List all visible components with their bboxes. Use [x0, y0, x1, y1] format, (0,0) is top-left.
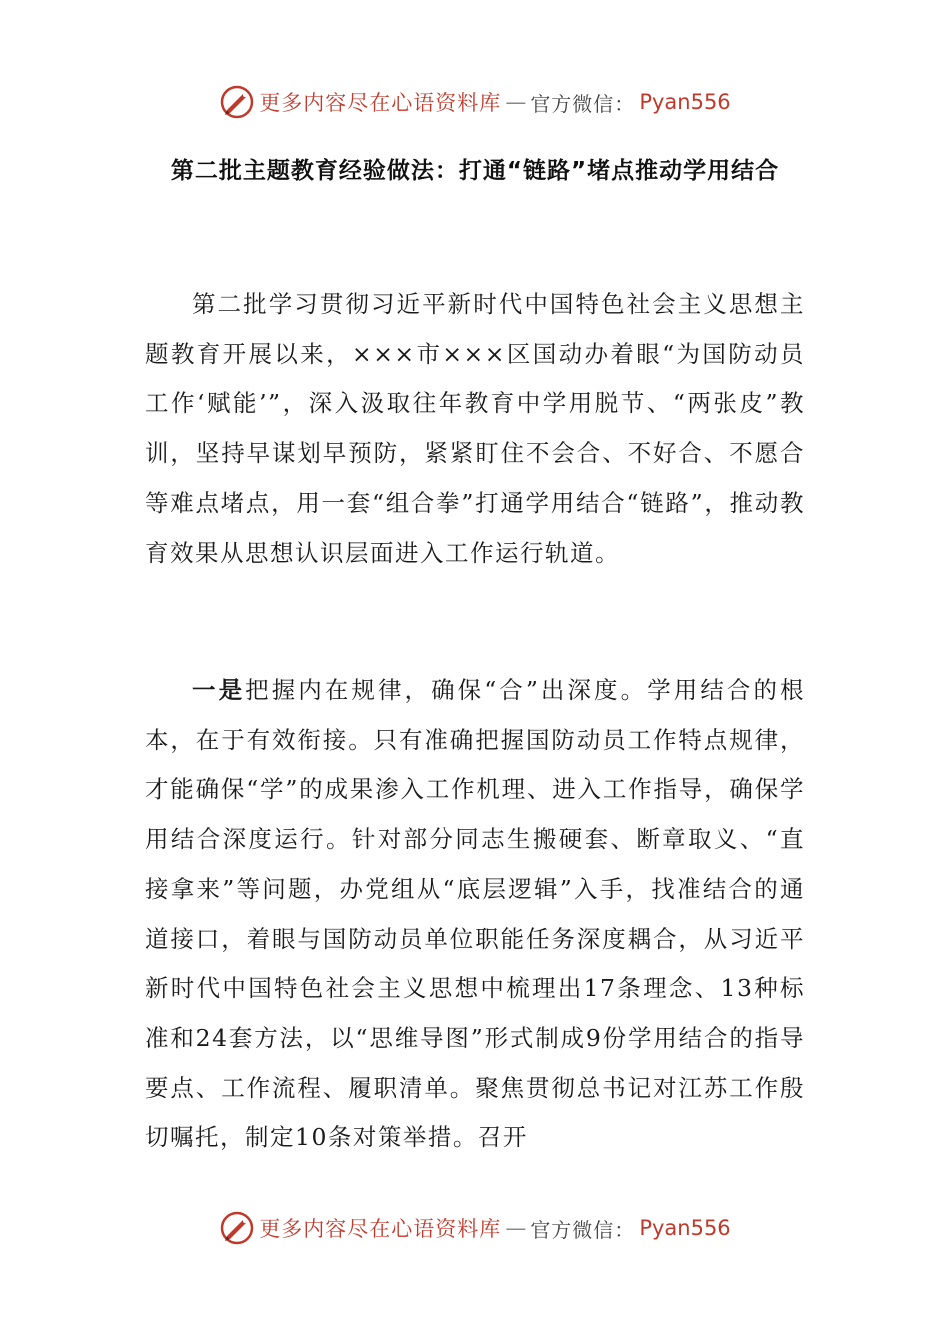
pen-logo-icon: [219, 1210, 255, 1246]
pen-logo-icon: [219, 84, 255, 120]
header-brand: 更多内容尽在心语资料库: [259, 91, 502, 115]
header-dash: —: [505, 90, 527, 114]
footer-wechat-label: 官方微信：: [530, 1217, 636, 1242]
footer-brand: 更多内容尽在心语资料库: [259, 1217, 502, 1241]
intro-paragraph: 第二批学习贯彻习近平新时代中国特色社会主义思想主题教育开展以来，×××市×××区国动办着眼“为国防动员工作‘赋能’”，深入汲取往年教育中学用脱节、“两张皮”教训，坚持早谋划早预防，紧紧盯住不会合、不好合、不愿合等难点堵点，用一套“组合拳”打通学用结合“链路”，推动教育效果从思想认识层面进入工作运行轨道。: [145, 290, 805, 567]
document-title: 第二批主题教育经验做法：打通“链路”堵点推动学用结合: [170, 158, 780, 184]
footer-watermark: [0, 1206, 950, 1250]
footer-wechat-id: Pyan556: [639, 1216, 731, 1240]
header-wechat-label: 官方微信：: [530, 91, 636, 116]
header-wechat-id: Pyan556: [639, 90, 731, 114]
header-watermark: [0, 80, 950, 124]
footer-dash: —: [505, 1216, 527, 1240]
point-one-body: 把握内在规律，确保“合”出深度。学用结合的根本，在于有效衔接。只有准确把握国防动员工作特点规律，才能确保“学”的成果渗入工作机理、进入工作指导，确保学用结合深度运行。针对部分同志生搬硬套、断章取义、“直接拿来”等问题，办党组从“底层逻辑”入手，找准结合的通道接口，着眼与国防动员单位职能任务深度耦合，从习近平新时代中国特色社会主义思想中梳理出17条理念、13种标准和24套方法，以“思维导图”形式制成9份学用结合的指导要点、工作流程、履职清单。聚焦贯彻总书记对江苏工作殷切嘱托，制定10条对策举措。召开: [145, 676, 806, 1152]
point-one-lead: 一是: [192, 676, 246, 704]
point-one-paragraph: [145, 666, 805, 1163]
